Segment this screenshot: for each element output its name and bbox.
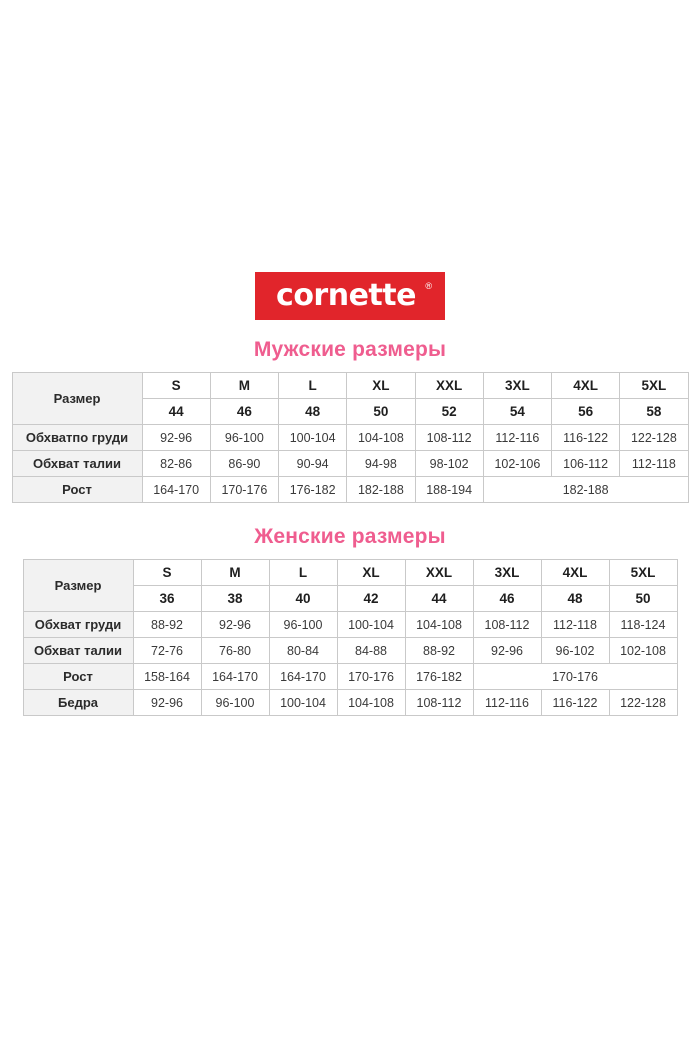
women-letter-5: 3XL xyxy=(473,560,541,586)
men-r2-c3: 182-188 xyxy=(347,477,415,503)
women-r0-c3: 100-104 xyxy=(337,612,405,638)
women-r1-c5: 92-96 xyxy=(473,638,541,664)
women-r2-c2: 164-170 xyxy=(269,664,337,690)
women-number-1: 38 xyxy=(201,586,269,612)
women-r2-c3: 170-176 xyxy=(337,664,405,690)
men-r1-c4: 98-102 xyxy=(415,451,483,477)
men-row-label-0: Обхватпо груди xyxy=(12,425,142,451)
men-number-1: 46 xyxy=(210,399,278,425)
women-r1-c3: 84-88 xyxy=(337,638,405,664)
registered-mark-icon: ® xyxy=(425,281,432,291)
women-r1-c1: 76-80 xyxy=(201,638,269,664)
women-r3-c6: 116-122 xyxy=(541,690,609,716)
women-letter-6: 4XL xyxy=(541,560,609,586)
men-number-5: 54 xyxy=(483,399,551,425)
women-r2-c1: 164-170 xyxy=(201,664,269,690)
table-row xyxy=(23,664,677,690)
women-r0-c7: 118-124 xyxy=(609,612,677,638)
women-number-5: 46 xyxy=(473,586,541,612)
women-r0-c6: 112-118 xyxy=(541,612,609,638)
men-r1-c1: 86-90 xyxy=(210,451,278,477)
men-r2-c2: 176-182 xyxy=(279,477,347,503)
women-size-table xyxy=(23,559,678,716)
table-row xyxy=(23,638,677,664)
table-row xyxy=(12,425,688,451)
women-r0-c2: 96-100 xyxy=(269,612,337,638)
women-r3-c4: 108-112 xyxy=(405,690,473,716)
women-r3-c5: 112-116 xyxy=(473,690,541,716)
men-r0-c1: 96-100 xyxy=(210,425,278,451)
women-size-header: Размер xyxy=(23,560,133,612)
women-r0-c1: 92-96 xyxy=(201,612,269,638)
men-row-label-1: Обхват талии xyxy=(12,451,142,477)
women-r1-c7: 102-108 xyxy=(609,638,677,664)
men-number-0: 44 xyxy=(142,399,210,425)
table-row xyxy=(12,477,688,503)
table-row xyxy=(23,690,677,716)
men-section-title: Мужские размеры xyxy=(253,338,447,361)
men-number-6: 56 xyxy=(552,399,620,425)
men-r1-c5: 102-106 xyxy=(483,451,551,477)
men-r2-c1: 170-176 xyxy=(210,477,278,503)
women-letter-7: 5XL xyxy=(609,560,677,586)
women-number-4: 44 xyxy=(405,586,473,612)
men-r2-c4: 188-194 xyxy=(415,477,483,503)
women-letter-2: L xyxy=(269,560,337,586)
men-number-2: 48 xyxy=(279,399,347,425)
men-r2-merged: 182-188 xyxy=(483,477,688,503)
women-letter-0: S xyxy=(133,560,201,586)
women-r1-c4: 88-92 xyxy=(405,638,473,664)
men-size-header: Размер xyxy=(12,373,142,425)
table-row xyxy=(23,560,677,586)
women-section-title: Женские размеры xyxy=(254,525,446,548)
table-row xyxy=(12,451,688,477)
table-row xyxy=(12,373,688,399)
men-number-4: 52 xyxy=(415,399,483,425)
women-r1-c6: 96-102 xyxy=(541,638,609,664)
women-r2-c4: 176-182 xyxy=(405,664,473,690)
men-r0-c7: 122-128 xyxy=(620,425,688,451)
men-letter-6: 4XL xyxy=(552,373,620,399)
women-letter-1: M xyxy=(201,560,269,586)
women-r3-c3: 104-108 xyxy=(337,690,405,716)
women-number-3: 42 xyxy=(337,586,405,612)
men-letter-2: L xyxy=(279,373,347,399)
women-row-label-1: Обхват талии xyxy=(23,638,133,664)
men-letter-0: S xyxy=(142,373,210,399)
men-letter-1: M xyxy=(210,373,278,399)
women-number-7: 50 xyxy=(609,586,677,612)
men-r0-c4: 108-112 xyxy=(415,425,483,451)
men-letter-4: XXL xyxy=(415,373,483,399)
women-r3-c2: 100-104 xyxy=(269,690,337,716)
men-r1-c2: 90-94 xyxy=(279,451,347,477)
men-r2-c0: 164-170 xyxy=(142,477,210,503)
women-r3-c7: 122-128 xyxy=(609,690,677,716)
women-r3-c1: 96-100 xyxy=(201,690,269,716)
men-letter-7: 5XL xyxy=(620,373,688,399)
women-r0-c0: 88-92 xyxy=(133,612,201,638)
men-r1-c7: 112-118 xyxy=(620,451,688,477)
table-row xyxy=(23,612,677,638)
women-number-2: 40 xyxy=(269,586,337,612)
men-r1-c3: 94-98 xyxy=(347,451,415,477)
women-r0-c5: 108-112 xyxy=(473,612,541,638)
men-r0-c0: 92-96 xyxy=(142,425,210,451)
women-r1-c0: 72-76 xyxy=(133,638,201,664)
men-row-label-2: Рост xyxy=(12,477,142,503)
brand-name: cornette xyxy=(276,278,416,313)
men-letter-3: XL xyxy=(347,373,415,399)
men-r0-c2: 100-104 xyxy=(279,425,347,451)
men-size-table xyxy=(12,372,689,503)
women-r0-c4: 104-108 xyxy=(405,612,473,638)
men-number-3: 50 xyxy=(347,399,415,425)
men-letter-5: 3XL xyxy=(483,373,551,399)
men-r0-c6: 116-122 xyxy=(552,425,620,451)
women-row-label-3: Бедра xyxy=(23,690,133,716)
women-r2-c0: 158-164 xyxy=(133,664,201,690)
men-r1-c0: 82-86 xyxy=(142,451,210,477)
women-letter-3: XL xyxy=(337,560,405,586)
men-r0-c5: 112-116 xyxy=(483,425,551,451)
men-r1-c6: 106-112 xyxy=(552,451,620,477)
men-number-7: 58 xyxy=(620,399,688,425)
women-row-label-2: Рост xyxy=(23,664,133,690)
women-r3-c0: 92-96 xyxy=(133,690,201,716)
cornette-logo xyxy=(255,272,445,320)
women-r2-merged: 170-176 xyxy=(473,664,677,690)
men-r0-c3: 104-108 xyxy=(347,425,415,451)
women-r1-c2: 80-84 xyxy=(269,638,337,664)
women-row-label-0: Обхват груди xyxy=(23,612,133,638)
women-number-0: 36 xyxy=(133,586,201,612)
women-number-6: 48 xyxy=(541,586,609,612)
women-letter-4: XXL xyxy=(405,560,473,586)
